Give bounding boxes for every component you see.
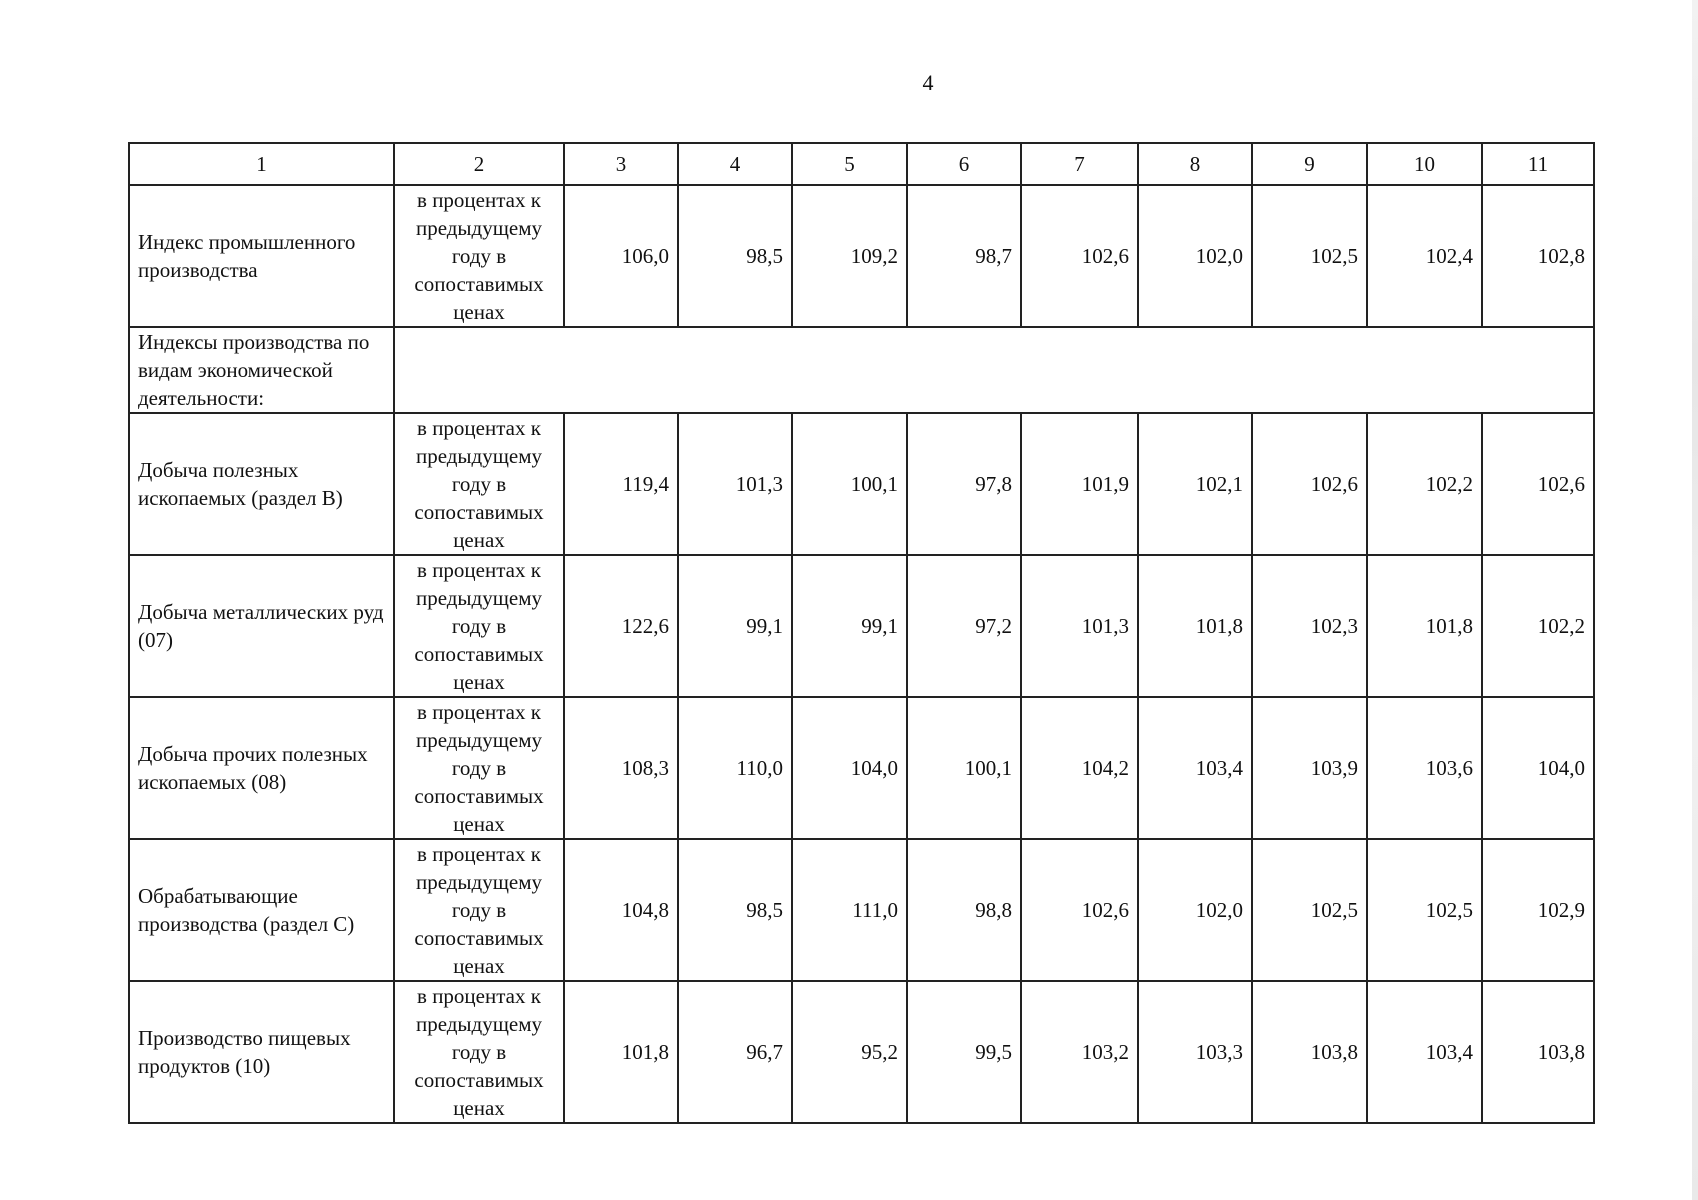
value-cell: 95,2 (792, 981, 907, 1123)
scan-edge-strip (1692, 0, 1698, 1200)
value-cell: 109,2 (792, 185, 907, 327)
indicator-unit: в процентах к предыдущему году в сопоставимых ценах (394, 697, 564, 839)
indicator-unit: в процентах к предыдущему году в сопоставимых ценах (394, 839, 564, 981)
indicator-name: Индекс промышленного производства (129, 185, 394, 327)
value-cell: 104,8 (564, 839, 678, 981)
value-cell: 99,5 (907, 981, 1021, 1123)
value-cell: 102,6 (1252, 413, 1367, 555)
value-cell: 102,8 (1482, 185, 1594, 327)
column-header: 9 (1252, 143, 1367, 185)
value-cell: 101,3 (678, 413, 792, 555)
value-cell: 100,1 (792, 413, 907, 555)
column-header: 6 (907, 143, 1021, 185)
column-header: 10 (1367, 143, 1482, 185)
table-row (129, 555, 1594, 697)
value-cell: 98,5 (678, 839, 792, 981)
table-row (129, 185, 1594, 327)
column-header: 1 (129, 143, 394, 185)
indicator-unit: в процентах к предыдущему году в сопоставимых ценах (394, 555, 564, 697)
value-cell: 104,0 (792, 697, 907, 839)
value-cell: 111,0 (792, 839, 907, 981)
indicator-name: Добыча полезных ископаемых (раздел B) (129, 413, 394, 555)
table-row (129, 981, 1594, 1123)
indicator-name: Добыча прочих полезных ископаемых (08) (129, 697, 394, 839)
column-header: 11 (1482, 143, 1594, 185)
value-cell: 99,1 (792, 555, 907, 697)
value-cell: 102,0 (1138, 839, 1252, 981)
value-cell: 101,8 (564, 981, 678, 1123)
column-header: 7 (1021, 143, 1138, 185)
column-header: 8 (1138, 143, 1252, 185)
indicator-unit: в процентах к предыдущему году в сопоставимых ценах (394, 185, 564, 327)
column-header: 5 (792, 143, 907, 185)
value-cell: 100,1 (907, 697, 1021, 839)
table-row (129, 413, 1594, 555)
value-cell: 102,6 (1021, 185, 1138, 327)
section-empty-cell (394, 327, 1594, 413)
column-header: 2 (394, 143, 564, 185)
value-cell: 97,8 (907, 413, 1021, 555)
value-cell: 103,2 (1021, 981, 1138, 1123)
value-cell: 102,6 (1482, 413, 1594, 555)
value-cell: 98,5 (678, 185, 792, 327)
value-cell: 102,2 (1367, 413, 1482, 555)
section-header-row (129, 327, 1594, 413)
value-cell: 98,8 (907, 839, 1021, 981)
value-cell: 103,3 (1138, 981, 1252, 1123)
value-cell: 104,2 (1021, 697, 1138, 839)
value-cell: 101,8 (1367, 555, 1482, 697)
value-cell: 99,1 (678, 555, 792, 697)
value-cell: 97,2 (907, 555, 1021, 697)
value-cell: 101,8 (1138, 555, 1252, 697)
table-row (129, 839, 1594, 981)
value-cell: 110,0 (678, 697, 792, 839)
value-cell: 101,3 (1021, 555, 1138, 697)
indicator-unit: в процентах к предыдущему году в сопоставимых ценах (394, 413, 564, 555)
value-cell: 103,8 (1252, 981, 1367, 1123)
value-cell: 106,0 (564, 185, 678, 327)
indicator-name: Обрабатывающие производства (раздел C) (129, 839, 394, 981)
value-cell: 119,4 (564, 413, 678, 555)
value-cell: 103,4 (1367, 981, 1482, 1123)
value-cell: 103,8 (1482, 981, 1594, 1123)
table-row (129, 697, 1594, 839)
value-cell: 102,5 (1367, 839, 1482, 981)
indicators-table (128, 142, 1595, 1124)
value-cell: 102,5 (1252, 185, 1367, 327)
value-cell: 101,9 (1021, 413, 1138, 555)
value-cell: 108,3 (564, 697, 678, 839)
value-cell: 102,2 (1482, 555, 1594, 697)
value-cell: 102,3 (1252, 555, 1367, 697)
value-cell: 98,7 (907, 185, 1021, 327)
value-cell: 102,4 (1367, 185, 1482, 327)
indicator-unit: в процентах к предыдущему году в сопоставимых ценах (394, 981, 564, 1123)
value-cell: 122,6 (564, 555, 678, 697)
column-header: 3 (564, 143, 678, 185)
page-number: 4 (922, 70, 934, 95)
column-header: 4 (678, 143, 792, 185)
value-cell: 102,9 (1482, 839, 1594, 981)
value-cell: 96,7 (678, 981, 792, 1123)
value-cell: 104,0 (1482, 697, 1594, 839)
indicator-name: Добыча металлических руд (07) (129, 555, 394, 697)
section-title: Индексы производства по видам экономической деятельности: (129, 327, 394, 413)
value-cell: 103,9 (1252, 697, 1367, 839)
value-cell: 102,1 (1138, 413, 1252, 555)
value-cell: 103,4 (1138, 697, 1252, 839)
value-cell: 102,6 (1021, 839, 1138, 981)
value-cell: 103,6 (1367, 697, 1482, 839)
indicator-name: Производство пищевых продуктов (10) (129, 981, 394, 1123)
value-cell: 102,0 (1138, 185, 1252, 327)
value-cell: 102,5 (1252, 839, 1367, 981)
column-number-row (129, 143, 1594, 185)
